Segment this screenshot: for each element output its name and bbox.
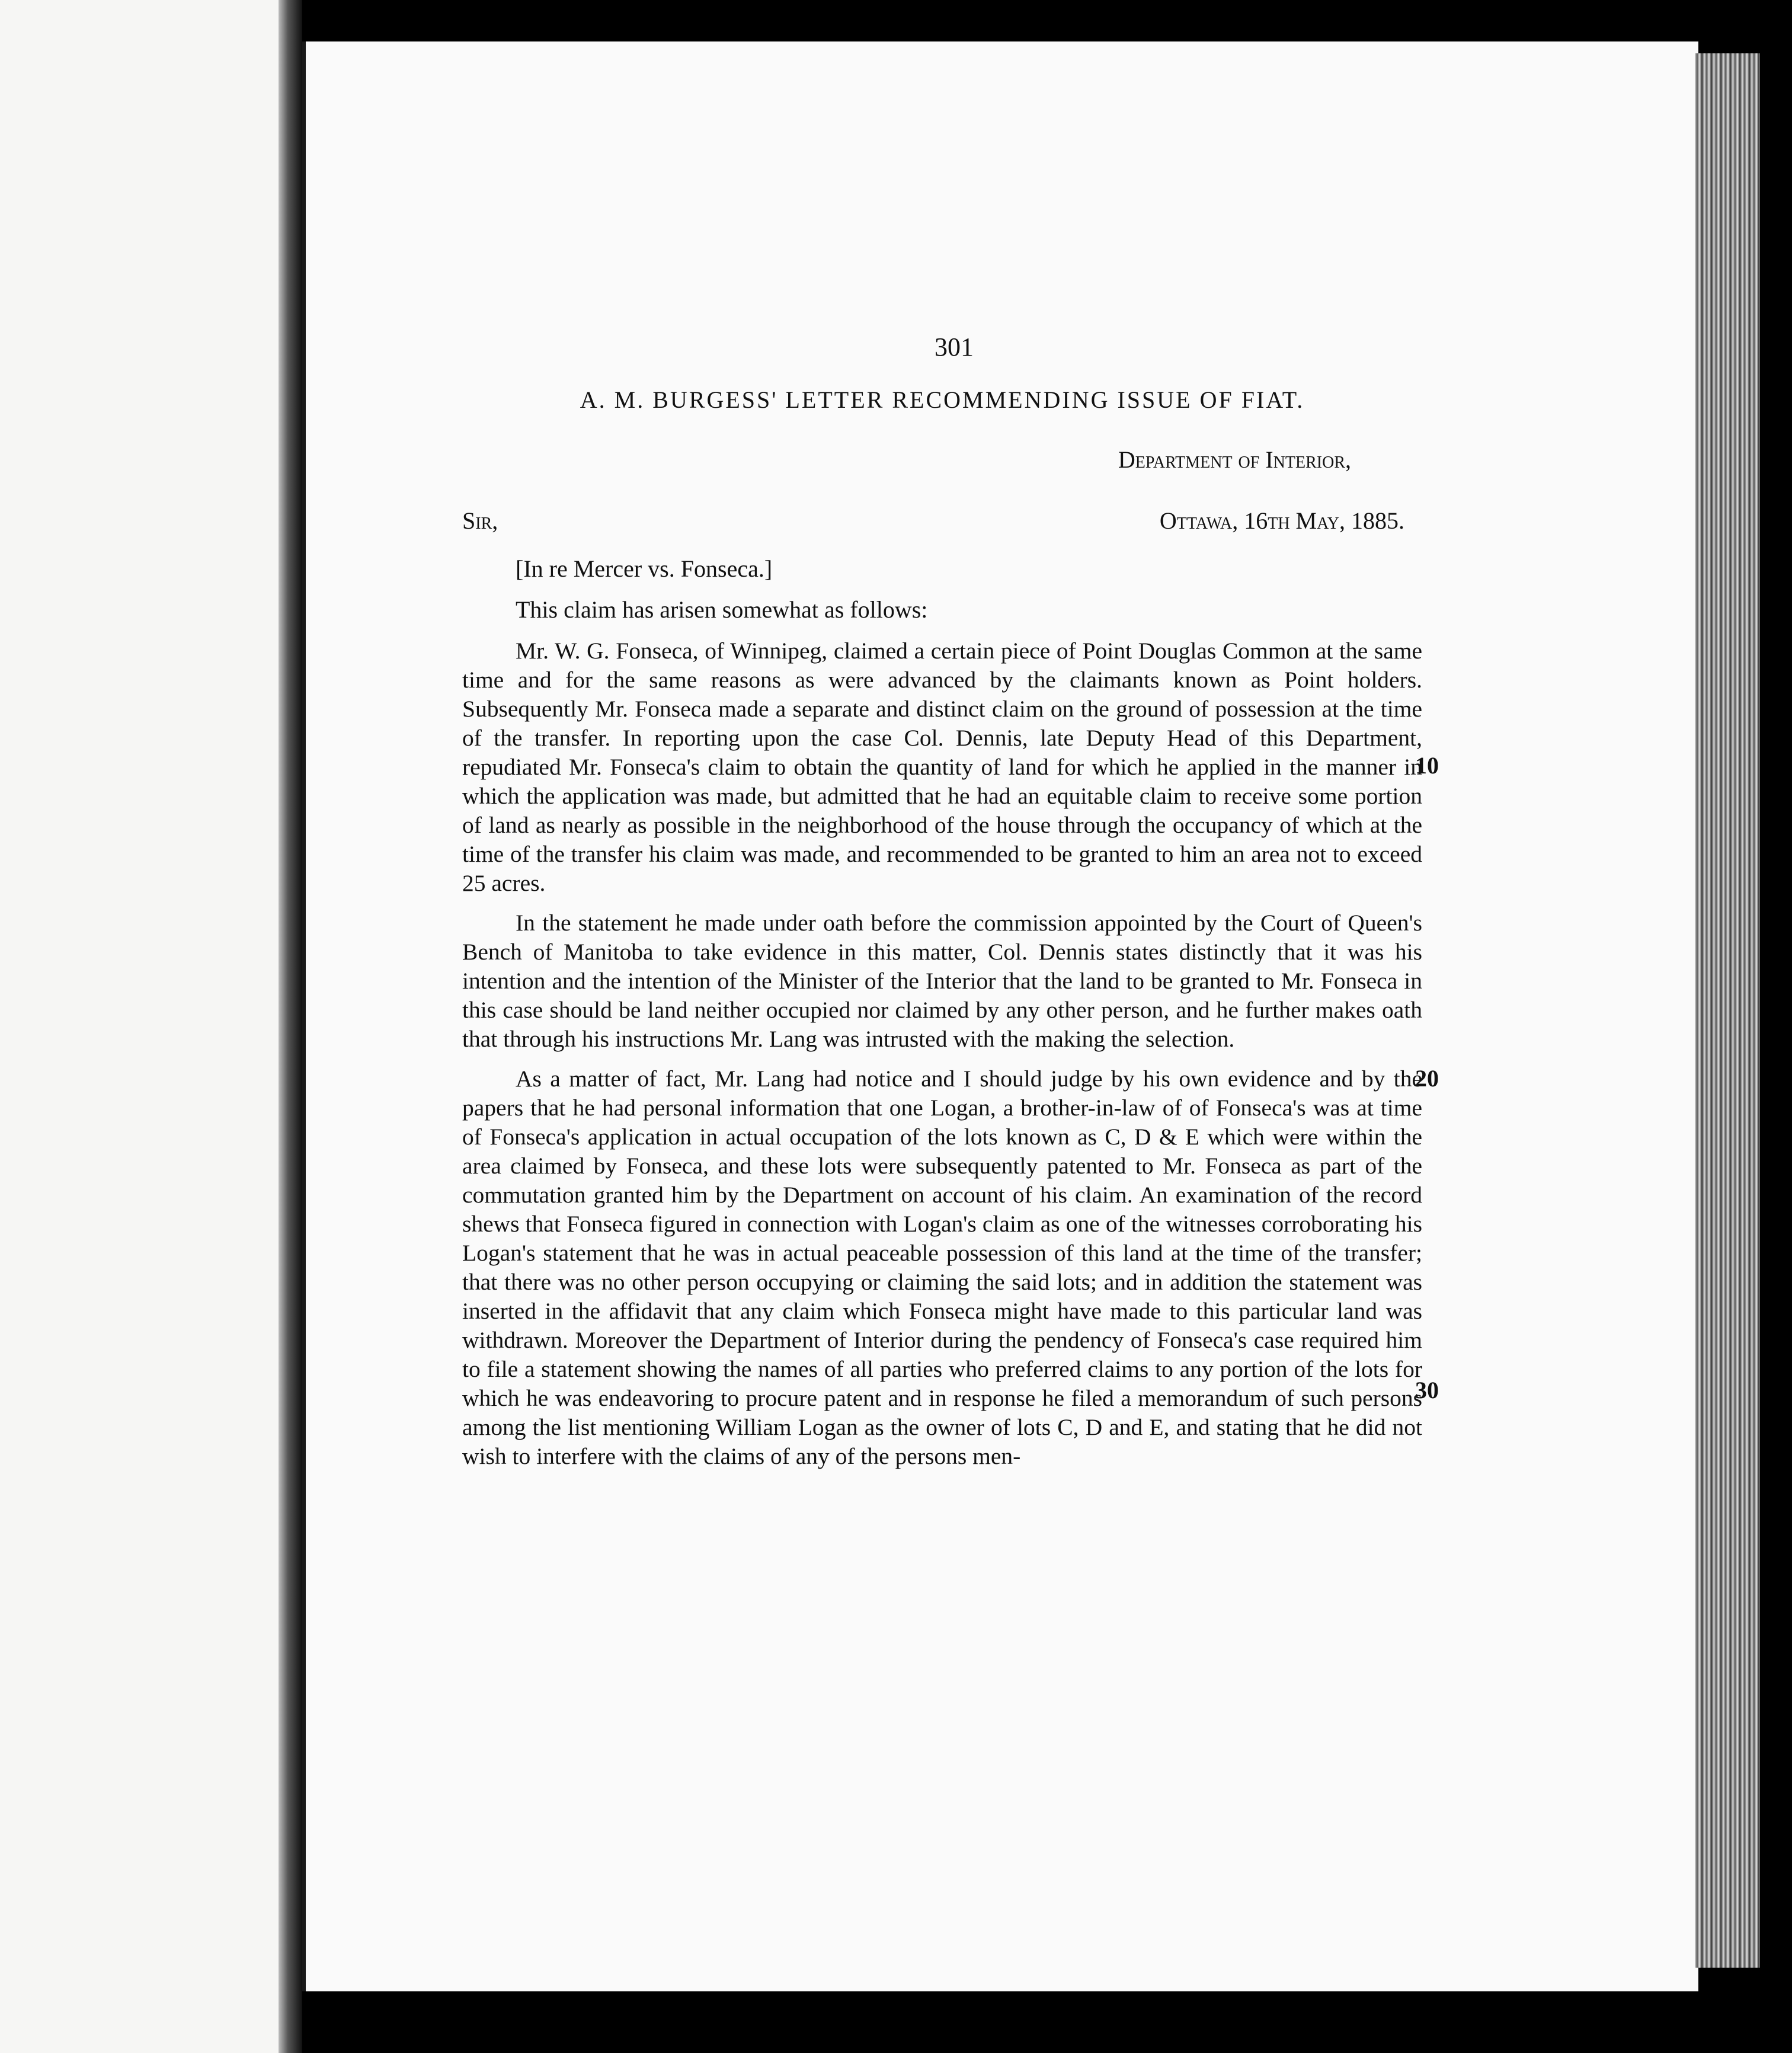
letter-department: Department of Interior, <box>1118 446 1351 473</box>
letter-re-line: [In re Mercer vs. Fonseca.] <box>516 555 773 582</box>
page-edges <box>1695 53 1760 1968</box>
facing-page-left <box>0 0 279 2053</box>
letter-paragraph: Mr. W. G. Fonseca, of Winnipeg, claimed a certain piece of Point Douglas Common at the same time and for the same reasons as were advanced by the claimants known as Point holders. Subsequently Mr. Fonseca made a separate and distinct claim on the ground of possession at the time of the transfer. In reporting upon the case Col. Dennis, late Deputy Head of this Department, repudiated Mr. Fonseca's claim to obtain the quantity of land for which he applied in the manner in which the application was made, but admitted that he had an equitable claim to receive some portion of land as nearly as possible in the neighborhood of the house through the occupancy of which at the time of the transfer his claim was made, and recommended to be granted to him an area not to exceed 25 acres. <box>462 638 1422 896</box>
letter-place-date: Ottawa, 16th May, 1885. <box>1159 507 1404 534</box>
line-number: 20 <box>1415 1065 1439 1092</box>
book-gutter <box>279 0 302 2053</box>
background-edge <box>1760 47 1792 2003</box>
letter-paragraph: In the statement he made under oath before the commission appointed by the Court of Queen's Bench of Manitoba to take evidence in this matter, Col. Dennis states distinctly that it was his intention and the intention of the Minister of the Interior that the land to be granted to Mr. Fonseca in this case should be land neither occupied nor claimed by any other person, and he further makes oath that through his instructions Mr. Lang was intrusted with the making the selection. <box>462 910 1422 1052</box>
letter-paragraph: As a matter of fact, Mr. Lang had notice and I should judge by his own evidence and by the papers that he had personal information that one Logan, a brother-in-law of of Fonseca's was at time of Fonseca's application in actual occupation of the lots known as C, D & E which were within the area claimed by Fonseca, and these lots were subsequently patented to Mr. Fonseca as part of the commutation granted him by the Department on account of his claim. An examination of the record shews that Fonseca figured in connection with Logan's claim as one of the witnesses corroborating his Logan's statement that he was in actual peaceable possession of this land at the time of the transfer; that there was no other person occupying or claiming the said lots; and in addition the statement was inserted in the affidavit that any claim which Fonseca might have made to this particular land was withdrawn. Moreover the Department of Interior during the pendency of Fonseca's case required him to file a statement showing the names of all parties who preferred claims to any portion of the lots for which he was endeavoring to procure patent and in response he filed a memorandum of such persons among the list mentioning William Logan as the owner of lots C, D and E, and stating that he did not wish to interfere with the claims of any of the persons men- <box>462 1066 1422 1469</box>
page-number: 301 <box>935 332 974 362</box>
letter-salutation: Sir, <box>462 507 498 534</box>
page-heading: A. M. BURGESS' LETTER RECOMMENDING ISSUE OF FIAT. <box>580 386 1305 413</box>
letter-intro: This claim has arisen somewhat as follows: <box>516 596 928 623</box>
line-number: 30 <box>1415 1377 1439 1403</box>
page-content <box>462 332 1422 1482</box>
line-number: 10 <box>1415 752 1439 779</box>
salutation-row <box>462 490 1422 535</box>
